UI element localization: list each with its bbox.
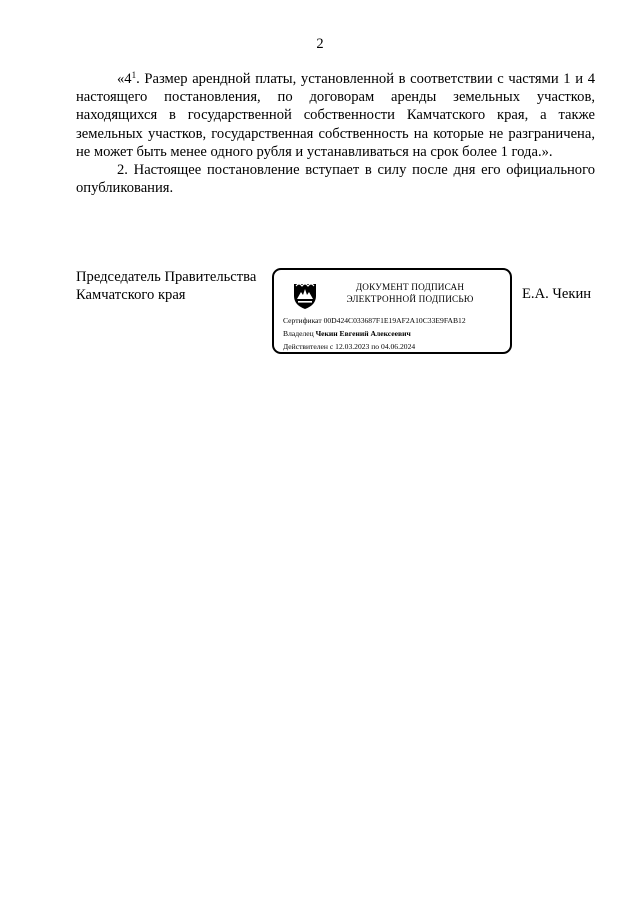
- paragraph-1-text: . Размер арендной платы, установленной в соответствии с частями 1 и 4 настоящего постановления, по договорам аренды земельных участков, находящихся в государственной собственности Камчатского края, а также земельных участков, государственная собственность на которые не разграничена, не может быть менее одного рубля и устанавливаться на срок более 1 года.».: [76, 71, 595, 160]
- document-body: [76, 70, 595, 197]
- stamp-title-line-2: ЭЛЕКТРОННОЙ ПОДПИСЬЮ: [346, 294, 474, 304]
- certificate-value: 00D424C033687F1E19AF2A10C33E9FAB12: [323, 316, 466, 325]
- certificate-label: Сертификат: [283, 316, 322, 325]
- validity-to-label: по: [371, 342, 380, 351]
- owner-label: Владелец: [283, 329, 314, 338]
- page-number: 2: [316, 36, 324, 52]
- paragraph-2: 2. Настоящее постановление вступает в силу после дня его официального опубликования.: [76, 162, 595, 197]
- validity-from-label: с: [329, 342, 334, 351]
- stamp-details: [283, 314, 466, 353]
- electronic-signature-stamp: [272, 268, 512, 354]
- paragraph-1-open: «4: [117, 71, 132, 87]
- signer-position-line-1: Председатель Правительства: [76, 269, 257, 285]
- stamp-title: [322, 281, 498, 305]
- stamp-validity: [283, 340, 466, 353]
- validity-from: 12.03.2023: [335, 342, 370, 351]
- owner-value: Чекин Евгений Алексеевич: [315, 329, 411, 338]
- stamp-certificate: [283, 314, 466, 327]
- validity-to: 04.06.2024: [381, 342, 416, 351]
- coat-of-arms-icon: [291, 280, 319, 310]
- paragraph-1: [76, 70, 595, 161]
- stamp-title-line-1: ДОКУМЕНТ ПОДПИСАН: [355, 282, 465, 292]
- validity-label: Действителен: [283, 342, 328, 351]
- paragraph-1-superscript: 1: [131, 70, 137, 80]
- signer-position: [76, 268, 256, 304]
- signer-name: Е.А. Чекин: [522, 286, 592, 302]
- signer-position-line-2: Камчатского края: [76, 287, 186, 303]
- stamp-owner: [283, 327, 466, 340]
